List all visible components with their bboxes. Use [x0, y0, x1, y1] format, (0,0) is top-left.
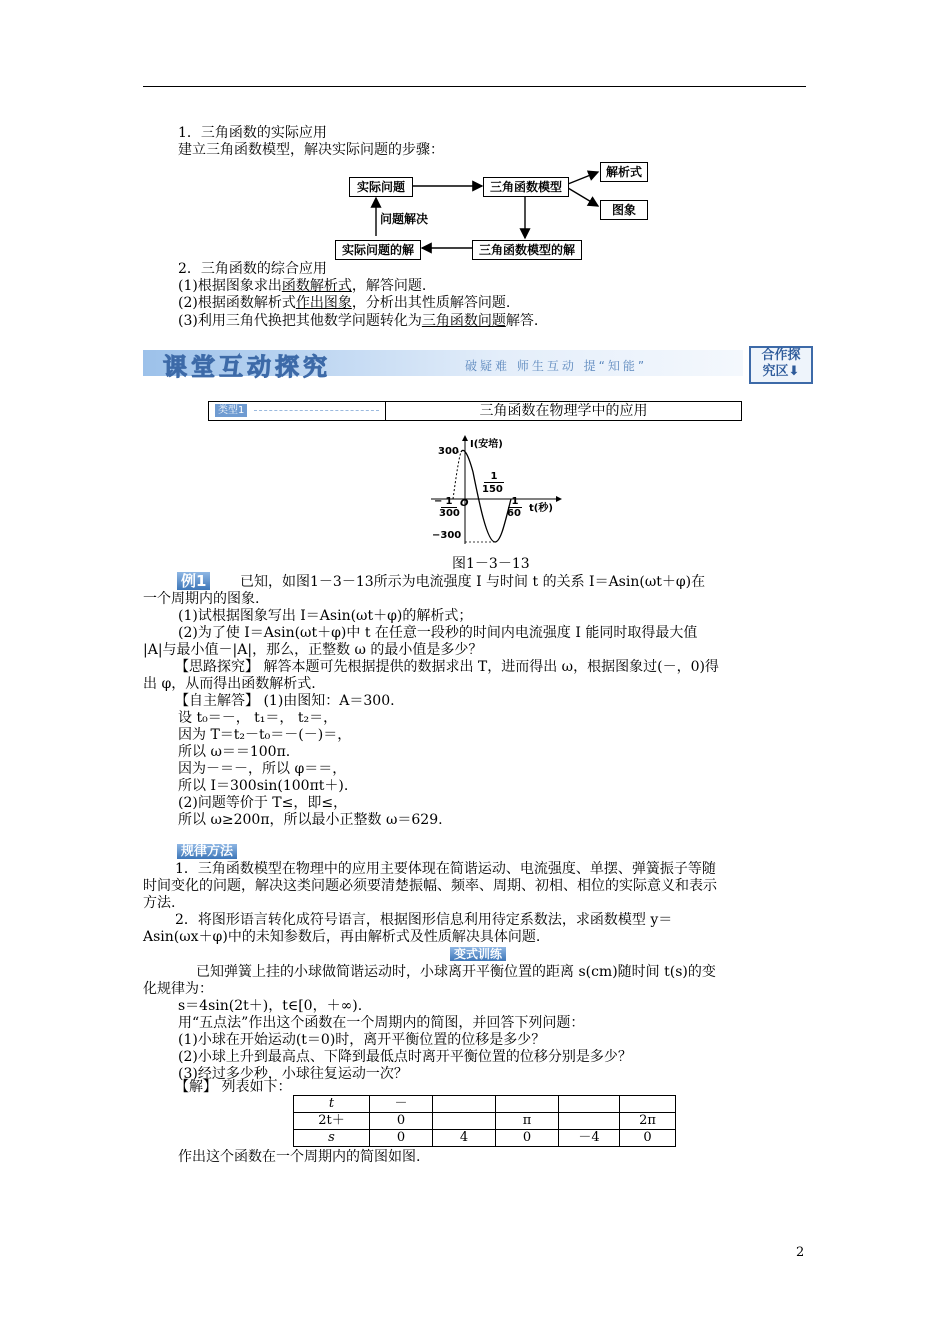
flow-box-model-solution: 三角函数模型的解 — [472, 240, 582, 260]
section1-intro: 建立三角函数模型，解决实际问题的步骤： — [178, 142, 444, 158]
variant-l5: (1)小球在开始运动(t＝0)时，离开平衡位置的位移是多少？ — [178, 1032, 546, 1048]
method-p1b: 时间变化的问题，解决这类问题必须要清楚振幅、频率、周期、初相、相位的实际意义和表示 — [143, 878, 717, 894]
table-row: s 0 4 0 －4 0 — [294, 1130, 676, 1147]
method-tag: 规律方法 — [177, 843, 237, 860]
variant-l1: 已知弹簧上挂的小球做简谐运动时，小球离开平衡位置的距离 s(cm)随时间 t(s)的变 — [196, 964, 716, 980]
curve-solid — [461, 450, 511, 542]
x-right-numerator: 1 — [508, 496, 522, 508]
example-sol5: 因为－＝－，所以 φ＝＝， — [178, 761, 347, 777]
values-table — [293, 1095, 676, 1147]
section1-title: 1．三角函数的实际应用 — [178, 125, 327, 141]
x-mid-denominator: 150 — [482, 484, 503, 495]
example-q2a: (2)为了使 I＝Asin(ωt＋φ)中 t 在任意一段秒的时间内电流强度 I 能同时取得最大值 — [178, 625, 698, 641]
x-right-denominator: 60 — [507, 508, 521, 519]
variant-sol: 【解】 列表如下： — [175, 1079, 292, 1095]
y-max-label: 300 — [438, 446, 459, 457]
type-bar — [208, 401, 742, 421]
example-sol4: 所以 ω＝＝100π. — [178, 744, 291, 760]
example-q1: (1)试根据图象写出 I＝Asin(ωt＋φ)的解析式； — [178, 608, 473, 624]
x-mid-numerator: 1 — [484, 471, 504, 483]
example-sol1: 【自主解答】 (1)由图知：A＝300. — [175, 693, 395, 709]
example-line1: 已知，如图1－3－13所示为电流强度 I 与时间 t 的关系 I＝Asin(ωt＋φ)在 — [240, 574, 706, 590]
variant-tag: 变式训练 — [450, 946, 506, 962]
section-banner — [143, 344, 807, 384]
page-number: 2 — [796, 1245, 805, 1260]
example-sol8: 所以 ω≥200π，所以最小正整数 ω＝629. — [178, 812, 443, 828]
section2-title: 2．三角函数的综合应用 — [178, 261, 327, 277]
variant-after: 作出这个函数在一个周期内的简图如图. — [178, 1149, 421, 1165]
table-row: t － — [294, 1096, 676, 1113]
section2-item2: (2)根据函数解析式作出图象，分析出其性质解答问题. — [178, 295, 511, 311]
banner-side-line2: 究区 — [762, 364, 789, 379]
flow-box-formula: 解析式 — [600, 162, 648, 182]
example-hint-a: 【思路探究】 解答本题可先根据提供的数据求出 T，进而得出 ω，根据图象过(－，0)得 — [175, 659, 719, 675]
banner-subtitle: 破疑难 师生互动 提“知能” — [465, 359, 648, 373]
table-row: 2t＋ 0 π 2π — [294, 1113, 676, 1130]
section2-item1: (1)根据图象求出函数解析式，解答问题. — [178, 278, 427, 294]
flow-box-actual-solution: 实际问题的解 — [335, 240, 421, 260]
variant-l4: 用“五点法”作出这个函数在一个周期内的简图，并回答下列问题： — [178, 1015, 585, 1031]
example-line2: 一个周期内的图象. — [143, 591, 260, 607]
flow-box-trig-model: 三角函数模型 — [483, 177, 569, 197]
flow-label-solve: 问题解决 — [380, 212, 429, 226]
x-neg-sign: − — [434, 496, 443, 507]
curve-dashed — [453, 452, 461, 499]
type-title: 三角函数在物理学中的应用 — [479, 403, 648, 419]
x-axis-label: t(秒) — [529, 503, 553, 514]
flow-box-graph: 图象 — [600, 200, 648, 220]
type-label: 类型1 — [215, 404, 247, 417]
banner-title: 课堂互动探究 — [163, 353, 331, 381]
banner-side-line1: 合作探 — [761, 348, 801, 363]
method-p2b: Asin(ωx＋φ)中的未知参数后，再由解析式及性质解决具体问题. — [143, 929, 541, 945]
banner-side-box — [749, 346, 813, 384]
section2-item3: (3)利用三角代换把其他数学问题转化为三角函数问题解答. — [178, 313, 539, 329]
example-hint-b: 出 φ，从而得出函数解析式. — [143, 676, 316, 692]
y-min-label: −300 — [432, 530, 462, 541]
example-q2b: |A|与最小值－|A|，那么，正整数 ω 的最小值是多少？ — [143, 642, 483, 658]
variant-l2: 化规律为： — [143, 981, 213, 997]
x-neg-numerator: 1 — [441, 496, 457, 508]
flow-box-actual-problem: 实际问题 — [349, 177, 413, 197]
variant-l7: (3)经过多少秒，小球往复运动一次？ — [178, 1066, 408, 1082]
example-sol3: 因为 T＝t₂－t₀＝－(－)＝， — [178, 727, 352, 743]
method-p2a: 2．将图形语言转化成符号语言，根据图形信息利用待定系数法，求函数模型 y＝ — [175, 912, 673, 928]
method-p1a: 1．三角函数模型在物理中的应用主要体现在简谐运动、电流强度、单摆、弹簧振子等随 — [175, 861, 716, 877]
example-sol7: (2)问题等价于 T≤，即≤， — [178, 795, 348, 811]
variant-l6: (2)小球上升到最高点、下降到最低点时离开平衡位置的位移分别是多少？ — [178, 1049, 632, 1065]
example-sol2: 设 t₀＝－， t₁＝， t₂＝， — [178, 710, 338, 726]
origin-label: O — [460, 498, 469, 509]
example-tag: 例1 — [177, 572, 210, 591]
variant-l3: s＝4sin(2t＋)，t∈[0，＋∞). — [178, 998, 363, 1014]
method-p1c: 方法. — [143, 895, 176, 911]
header-rule — [143, 86, 806, 87]
x-neg-denominator: 300 — [439, 508, 460, 519]
figure-caption: 图1－3－13 — [452, 556, 530, 572]
example-sol6: 所以 I＝300sin(100πt＋). — [178, 778, 349, 794]
y-axis-label: I(安培) — [470, 439, 503, 450]
arrow-down-icon: ⬇ — [788, 364, 800, 379]
